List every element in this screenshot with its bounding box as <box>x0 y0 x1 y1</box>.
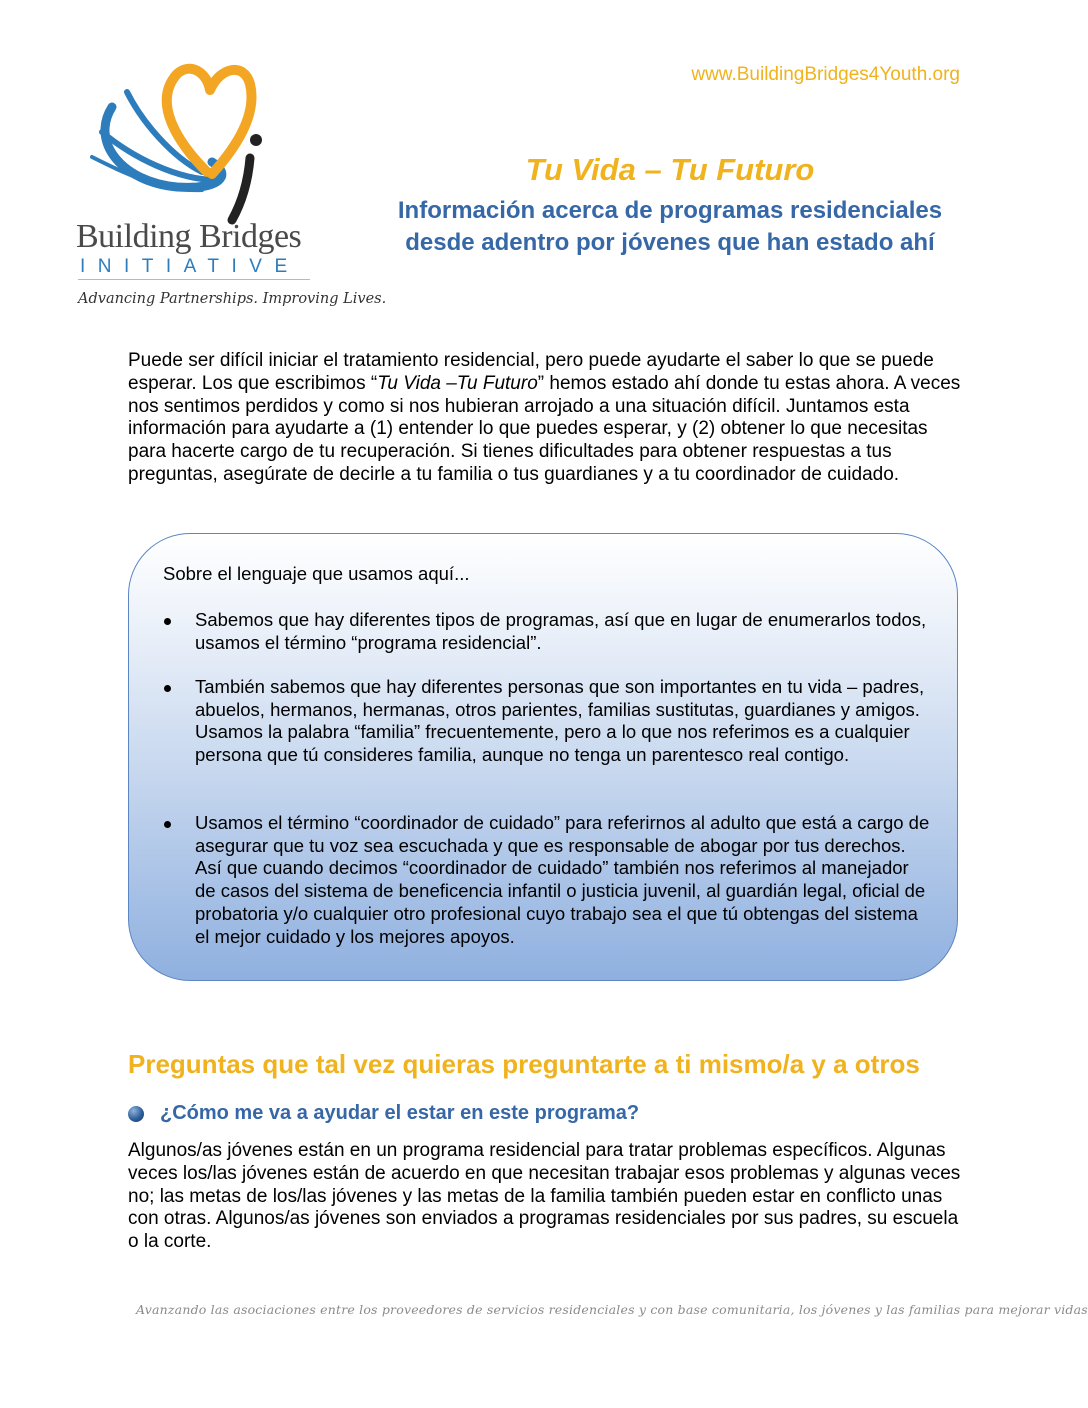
logo-initiative: INITIATIVE <box>80 256 300 277</box>
page-title: Tu Vida – Tu Futuro <box>525 152 815 187</box>
globe-bullet-icon <box>128 1106 144 1122</box>
question-heading: ¿Cómo me va a ayudar el estar en este programa? <box>160 1102 640 1124</box>
info-box-heading: Sobre el lenguaje que usamos aquí... <box>163 563 470 584</box>
bullet-dot-icon <box>164 618 171 625</box>
section-title: Preguntas que tal vez quieras preguntarte a ti mismo/a y a otros <box>128 1049 920 1079</box>
intro-paragraph <box>128 350 966 487</box>
info-bullet: Sabemos que hay diferentes tipos de programas, así que en lugar de enumerarlos todos, usamos el término “programa residencial”. <box>195 609 927 653</box>
website-url[interactable]: www.BuildingBridges4Youth.org <box>691 64 960 85</box>
bullet-dot-icon <box>164 685 171 692</box>
footer-tagline: Avanzando las asociaciones entre los proveedores de servicios residenciales y con base comunitaria, los jóvenes y las familias para mejorar vidas <box>136 1302 1088 1317</box>
logo-divider <box>78 279 310 280</box>
info-bullet: Usamos el término “coordinador de cuidado” para referirnos al adulto que está a cargo de asegurar que tu voz sea escuchada y que es responsable de abogar por tus derechos. Así que cuando decimos “coordinador de cuidado” también nos referimos al manejador de casos del sistema de beneficencia infantil o justicia juvenil, al guardián legal, oficial de probatoria y/o cualquier otro profesional cuyo trabajo sea el que tú obtengas del sistema el mejor cuidado y los mejores apoyos. <box>195 812 930 947</box>
intro-text-end: ” hemos estado ahí donde tu estas ahora. A veces nos sentimos perdidos y como si nos hubieran arrojado a una situación difícil. Juntamos esta información para ayudarte a (1) entender lo que puedes esperar, y (2) obtener lo que necesitas para hacerte cargo de tu recuperación. Si tienes dificultades para obtener respuestas a tus preguntas, asegúrate de decirle a tu familia o tus guardianes y a tu coordinador de cuidado. <box>128 372 961 485</box>
info-bullet: También sabemos que hay diferentes personas que son importantes en tu vida – padres, abuelos, hermanos, hermanas, otros parientes, familias sustitutas, guardianes y amigos. Usamos la palabra “familia” frecuentemente, pero a lo que nos referimos es a cualquier persona que tú consideres familia, aunque no tenga un parentesco real contigo. <box>195 676 925 766</box>
bullet-dot-icon <box>164 821 171 828</box>
page-subtitle: Información acerca de programas residenciales desde adentro por jóvenes que han estado ahí <box>397 197 943 256</box>
logo-tagline: Advancing Partnerships. Improving Lives. <box>78 291 387 307</box>
answer-paragraph: Algunos/as jóvenes están en un programa residencial para tratar problemas específicos. Algunas veces los/las jóvenes están de acuerdo en que necesitan trabajar esos problemas y algunas veces no; las metas de los/las jóvenes y las metas de la familia también pueden estar en conflicto unas con otras. Algunos/as jóvenes son enviados a programas residenciales por sus padres, su escuela o la corte. <box>128 1140 961 1253</box>
logo-name: Building Bridges <box>76 218 302 255</box>
butterfly-heart-logo-icon <box>82 62 272 232</box>
intro-text-start: Puede ser difícil iniciar el tratamiento residencial, pero puede ayudarte el saber lo que se puede esperar. Los que escribimos “ <box>128 350 934 394</box>
intro-emphasis: Tu Vida –Tu Futuro <box>377 372 538 394</box>
